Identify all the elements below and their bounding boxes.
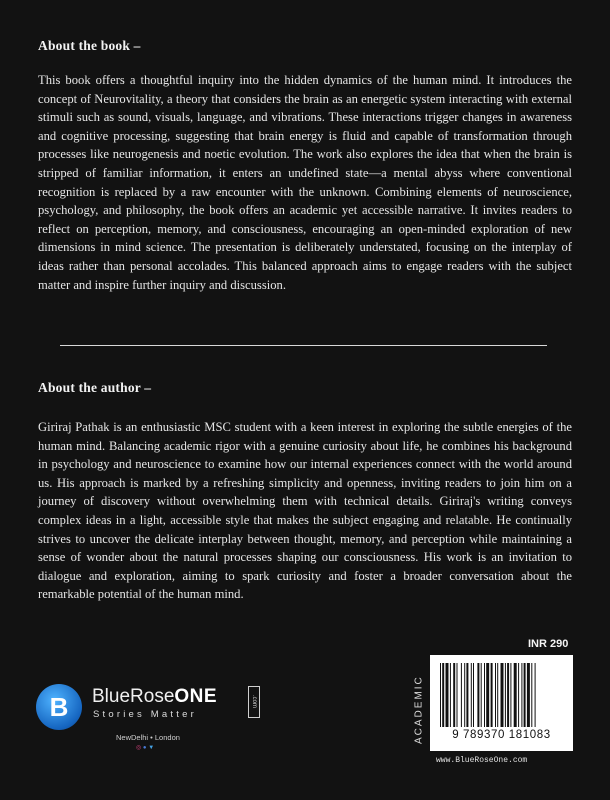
publisher-tagline: Stories Matter bbox=[93, 709, 197, 720]
isbn-digits: 9 789370 181083 bbox=[452, 729, 551, 741]
instagram-icon: ◎ bbox=[136, 745, 142, 751]
publisher-logo bbox=[36, 664, 266, 764]
price-label: INR 290 bbox=[528, 638, 569, 650]
publisher-name bbox=[92, 686, 217, 708]
about-author-heading: About the author – bbox=[38, 380, 152, 395]
publisher-cities: NewDelhi • London bbox=[116, 733, 180, 742]
isbn-barcode bbox=[430, 655, 573, 751]
genre-label: ACADEMIC bbox=[413, 675, 425, 745]
about-author-paragraph: Giriraj Pathak is an enthusiastic MSC student with a keen interest in exploring the subtle energies of the human mind. Balancing academic rigor with a genuine curiosity about life, he combines his background in psychology and neuroscience to examine how our internal experiences connect with the world around us. His approach is marked by a refreshing simplicity and openness, inviting readers to join him on a journey of discovery without overwhelming them with technical details. Giriraj's writing conveys complex ideas in a light, accessible style that makes the subject engaging and relatable. He continually strives to uncover the delicate interplay between thought, memory, and perception while maintaining a sense of wonder about the natural processes shaping our consciousness. His work is an invitation to dialogue and exploration, aiming to spark curiosity and foster a broader conversation about the remarkable potential of the human mind. bbox=[38, 420, 572, 602]
logo-letter: B bbox=[49, 691, 69, 722]
about-book-paragraph: This book offers a thoughtful inquiry into the hidden dynamics of the human mind. It introduces the concept of Neurovitality, a theory that considers the brain as an energetic system interacting with external stimuli such as sound, visuals, language, and vibrations. These interactions trigger changes in awareness and cognitive processing, suggesting that brain energy is fluid and capable of transformation through processes like neurogenesis and noetic evolution. The work also explores the idea that when the brain is stripped of familiar information, it enters an undefined state—a mental abyss where conventional recognition is replaced by a raw encounter with the unknown. Combining elements of neuroscience, psychology, and philosophy, the book offers an academic yet accessible narrative. It invites readers to reflect on perception, memory, and consciousness, encouraging an open-minded exploration of new dimensions in mind science. The presentation is deliberately understated, focusing on the interplay of ideas rather than personal accolades. This balanced approach aims to engage readers with the subject matter and inspire further inquiry and discussion. bbox=[38, 73, 572, 292]
publisher-website: www.BlueRoseOne.com bbox=[436, 756, 528, 765]
publisher-name-part1: BlueRose bbox=[92, 686, 175, 707]
about-book-heading: About the book – bbox=[38, 38, 141, 53]
section-divider bbox=[60, 345, 547, 346]
com-badge: .com bbox=[248, 686, 260, 718]
publisher-logo-icon bbox=[36, 684, 82, 730]
facebook-icon: ● bbox=[142, 745, 147, 751]
twitter-icon: ▼ bbox=[148, 745, 155, 751]
social-icons bbox=[136, 744, 154, 751]
barcode-bars bbox=[440, 663, 563, 727]
publisher-name-part2: ONE bbox=[174, 686, 218, 707]
